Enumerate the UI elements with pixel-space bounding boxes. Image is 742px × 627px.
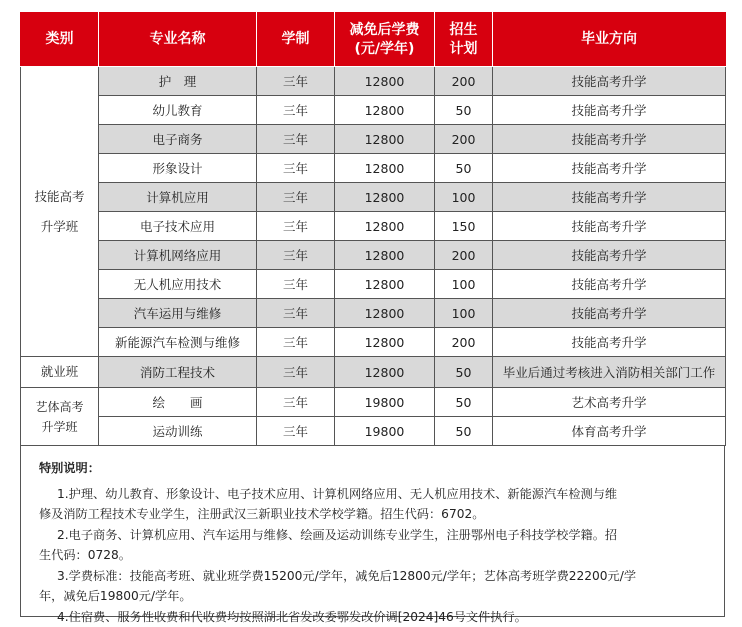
note-3-line-1: 3.学费标准：技能高考班、就业班学费15200元/学年，减免后12800元/学年；艺体高考班学费22200元/学 bbox=[39, 566, 710, 587]
table-row bbox=[21, 270, 726, 299]
note-3-line-2: 年，减免后19800元/学年。 bbox=[39, 586, 710, 607]
cell-fee: 12800 bbox=[335, 154, 435, 183]
cell-direction: 技能高考升学 bbox=[493, 212, 726, 241]
note-2-line-2: 生代码：0728。 bbox=[39, 545, 710, 566]
category-skills-exam: 技能高考 升学班 bbox=[21, 67, 99, 357]
cell-fee: 12800 bbox=[335, 270, 435, 299]
cell-plan: 200 bbox=[435, 241, 493, 270]
table-row bbox=[21, 154, 726, 183]
table-row bbox=[21, 67, 726, 96]
cell-plan: 200 bbox=[435, 67, 493, 96]
cell-plan: 100 bbox=[435, 270, 493, 299]
cell-major: 汽车运用与维修 bbox=[99, 299, 257, 328]
cell-major: 运动训练 bbox=[99, 417, 257, 446]
cell-years: 三年 bbox=[257, 417, 335, 446]
cell-plan: 50 bbox=[435, 357, 493, 388]
cell-major: 无人机应用技术 bbox=[99, 270, 257, 299]
cell-major: 计算机应用 bbox=[99, 183, 257, 212]
cell-years: 三年 bbox=[257, 299, 335, 328]
cell-fee: 19800 bbox=[335, 417, 435, 446]
cell-years: 三年 bbox=[257, 357, 335, 388]
cell-direction: 技能高考升学 bbox=[493, 241, 726, 270]
cell-major: 消防工程技术 bbox=[99, 357, 257, 388]
cell-years: 三年 bbox=[257, 328, 335, 357]
cell-plan: 100 bbox=[435, 183, 493, 212]
table-row bbox=[21, 299, 726, 328]
cell-years: 三年 bbox=[257, 125, 335, 154]
table-row bbox=[21, 125, 726, 154]
cell-years: 三年 bbox=[257, 388, 335, 417]
cell-plan: 50 bbox=[435, 388, 493, 417]
cell-major: 新能源汽车检测与维修 bbox=[99, 328, 257, 357]
header-major: 专业名称 bbox=[99, 13, 257, 67]
cell-major: 护 理 bbox=[99, 67, 257, 96]
table-row bbox=[21, 212, 726, 241]
cell-plan: 200 bbox=[435, 328, 493, 357]
cell-fee: 12800 bbox=[335, 183, 435, 212]
header-direction: 毕业方向 bbox=[493, 13, 726, 67]
enrollment-document bbox=[20, 12, 725, 617]
header-years: 学制 bbox=[257, 13, 335, 67]
table-row bbox=[21, 183, 726, 212]
table-row bbox=[21, 357, 726, 388]
cell-major: 形象设计 bbox=[99, 154, 257, 183]
cell-fee: 12800 bbox=[335, 357, 435, 388]
table-row bbox=[21, 241, 726, 270]
table-row bbox=[21, 417, 726, 446]
cell-plan: 50 bbox=[435, 417, 493, 446]
cell-major: 电子技术应用 bbox=[99, 212, 257, 241]
cell-years: 三年 bbox=[257, 183, 335, 212]
cell-direction: 技能高考升学 bbox=[493, 154, 726, 183]
header-fee: 减免后学费 (元/学年) bbox=[335, 13, 435, 67]
special-notes bbox=[20, 446, 725, 617]
cell-plan: 150 bbox=[435, 212, 493, 241]
note-1-line-2: 修及消防工程技术专业学生，注册武汉三新职业技术学校学籍。招生代码：6702。 bbox=[39, 504, 710, 525]
cell-fee: 12800 bbox=[335, 241, 435, 270]
cell-major: 电子商务 bbox=[99, 125, 257, 154]
cell-fee: 12800 bbox=[335, 299, 435, 328]
cell-direction: 技能高考升学 bbox=[493, 299, 726, 328]
cell-direction: 技能高考升学 bbox=[493, 328, 726, 357]
cell-years: 三年 bbox=[257, 270, 335, 299]
cell-direction: 艺术高考升学 bbox=[493, 388, 726, 417]
cell-direction: 毕业后通过考核进入消防相关部门工作 bbox=[493, 357, 726, 388]
table-row bbox=[21, 388, 726, 417]
notes-title: 特别说明： bbox=[39, 458, 710, 479]
cell-fee: 12800 bbox=[335, 125, 435, 154]
cell-direction: 技能高考升学 bbox=[493, 183, 726, 212]
cell-major: 计算机网络应用 bbox=[99, 241, 257, 270]
cell-years: 三年 bbox=[257, 96, 335, 125]
cell-plan: 50 bbox=[435, 96, 493, 125]
note-1-line-1: 1.护理、幼儿教育、形象设计、电子技术应用、计算机网络应用、无人机应用技术、新能源汽车检测与维 bbox=[39, 484, 710, 505]
category-arts-sports-exam: 艺体高考 升学班 bbox=[21, 388, 99, 446]
cell-major: 幼儿教育 bbox=[99, 96, 257, 125]
cell-fee: 12800 bbox=[335, 67, 435, 96]
note-2-line-1: 2.电子商务、计算机应用、汽车运用与维修、绘画及运动训练专业学生，注册鄂州电子科技学校学籍。招 bbox=[39, 525, 710, 546]
table-row bbox=[21, 96, 726, 125]
cell-plan: 50 bbox=[435, 154, 493, 183]
cell-direction: 技能高考升学 bbox=[493, 125, 726, 154]
cell-direction: 技能高考升学 bbox=[493, 67, 726, 96]
table-header-row bbox=[21, 13, 726, 67]
cell-fee: 12800 bbox=[335, 328, 435, 357]
category-employment: 就业班 bbox=[21, 357, 99, 388]
cell-years: 三年 bbox=[257, 67, 335, 96]
enrollment-table bbox=[20, 12, 726, 446]
cell-direction: 技能高考升学 bbox=[493, 96, 726, 125]
cell-years: 三年 bbox=[257, 241, 335, 270]
cell-fee: 12800 bbox=[335, 96, 435, 125]
cell-fee: 12800 bbox=[335, 212, 435, 241]
cell-major: 绘 画 bbox=[99, 388, 257, 417]
cell-direction: 体育高考升学 bbox=[493, 417, 726, 446]
header-category: 类别 bbox=[21, 13, 99, 67]
cell-plan: 200 bbox=[435, 125, 493, 154]
cell-plan: 100 bbox=[435, 299, 493, 328]
cell-years: 三年 bbox=[257, 212, 335, 241]
cell-direction: 技能高考升学 bbox=[493, 270, 726, 299]
table-row bbox=[21, 328, 726, 357]
cell-years: 三年 bbox=[257, 154, 335, 183]
cell-fee: 19800 bbox=[335, 388, 435, 417]
header-plan: 招生 计划 bbox=[435, 13, 493, 67]
note-4: 4.住宿费、服务性收费和代收费均按照湖北省发改委鄂发改价调[2024]46号文件执行。 bbox=[39, 607, 710, 627]
